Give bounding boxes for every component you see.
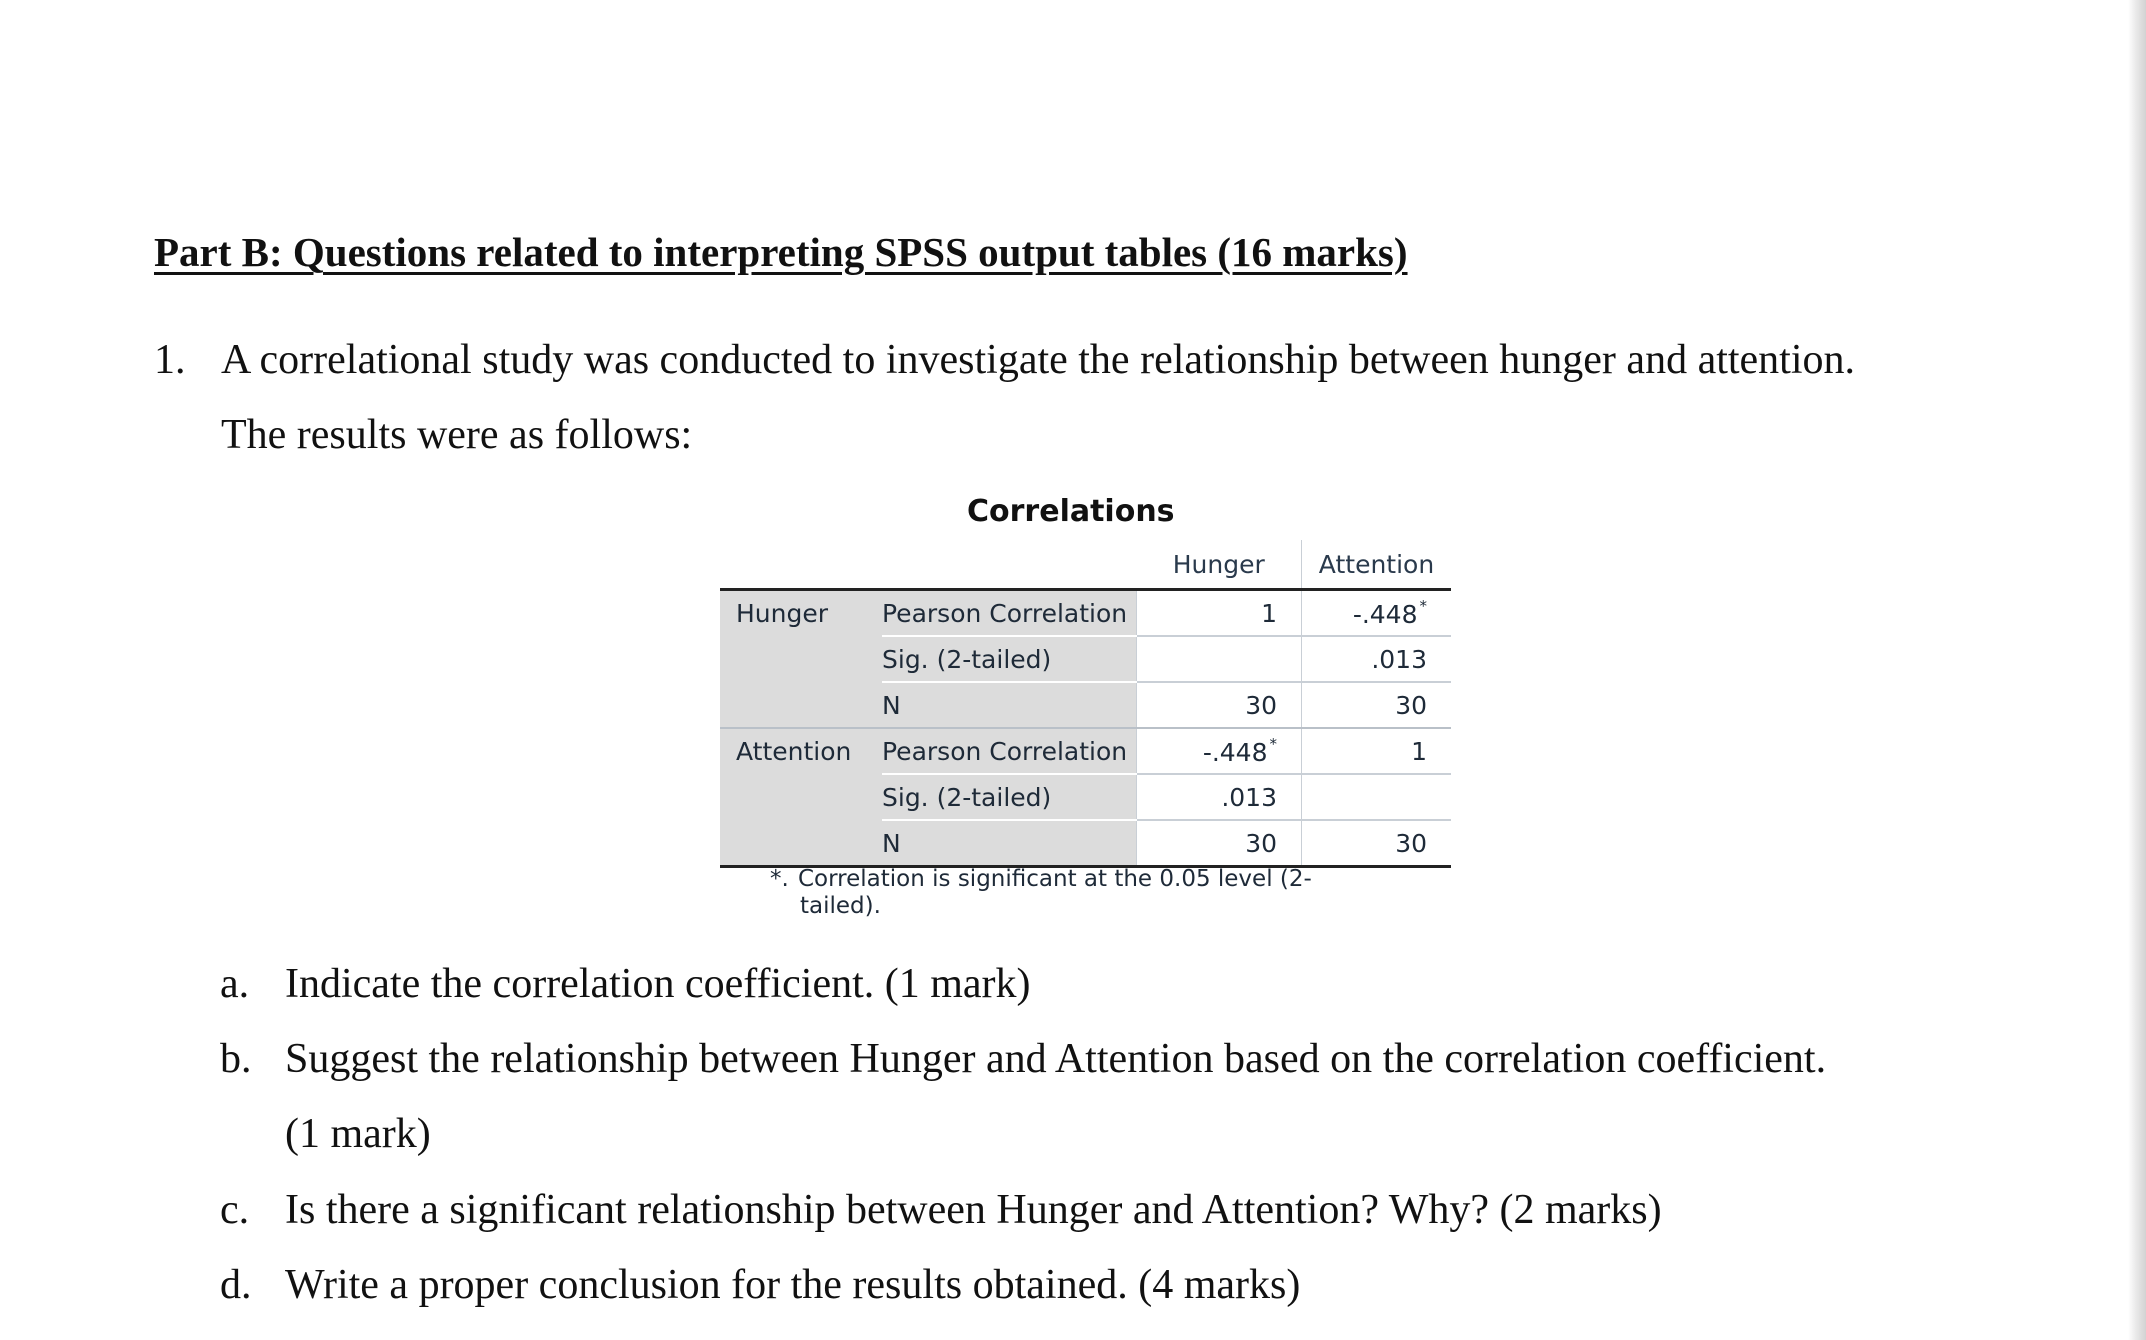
column-header-hunger: Hunger [1172, 549, 1265, 579]
footnote-marker: *. [770, 866, 789, 892]
subquestion-text-b-cont: (1 mark) [285, 1111, 431, 1157]
significance-marker: * [1269, 735, 1277, 753]
footnote-line1: Correlation is significant at the 0.05 level (2- [798, 866, 1312, 892]
cell-value: 1 [1137, 590, 1302, 637]
subquestion-letter-c: c. [220, 1187, 250, 1233]
table-row [720, 682, 1451, 728]
question-text-line1: A correlational study was conducted to investigate the relationship between hunger and attention. [221, 337, 1856, 383]
stat-label: Sig. (2-tailed) [882, 774, 1137, 820]
subquestion-text-c: Is there a significant relationship between Hunger and Attention? Why? (2 marks) [285, 1187, 1662, 1233]
cell-value [1302, 774, 1452, 820]
subquestion-letter-d: d. [220, 1262, 252, 1308]
cell-value: -.448 * [1302, 590, 1452, 637]
table-footnote [770, 866, 1330, 920]
stat-label: Pearson Correlation [882, 590, 1137, 637]
cell-value: 1 [1302, 728, 1452, 774]
cell-value: 30 [1137, 682, 1302, 728]
table-row [720, 636, 1451, 682]
section-heading: Part B: Questions related to interpreting SPSS output tables (16 marks) [154, 229, 1408, 275]
page-edge-shadow [2128, 0, 2146, 1340]
stat-label: N [882, 682, 1137, 728]
question-number: 1. [154, 337, 186, 383]
row-group-label: Hunger [720, 590, 882, 637]
significance-marker: * [1419, 597, 1427, 615]
subquestion-letter-a: a. [220, 961, 250, 1007]
cell-value: 30 [1302, 682, 1452, 728]
cell-value: -.448 * [1137, 728, 1302, 774]
cell-value: .013 [1302, 636, 1452, 682]
cell-value [1137, 636, 1302, 682]
cell-value: .013 [1137, 774, 1302, 820]
stat-label: Pearson Correlation [882, 728, 1137, 774]
row-group-label: Attention [720, 728, 882, 774]
table-title: Correlations [967, 494, 1175, 529]
table-row [720, 774, 1451, 820]
subquestion-letter-b: b. [220, 1036, 252, 1082]
subquestion-text-b: Suggest the relationship between Hunger and Attention based on the correlation coefficient. [285, 1036, 1827, 1082]
table-header-row [720, 540, 1451, 590]
table-row [720, 590, 1451, 637]
subquestion-text-a: Indicate the correlation coefficient. (1 mark) [285, 961, 1031, 1007]
correlations-table [720, 540, 1451, 868]
footnote-line2: tailed). [800, 893, 881, 919]
cell-value: 30 [1137, 820, 1302, 867]
stat-label: N [882, 820, 1137, 867]
question-text-line2: The results were as follows: [221, 412, 693, 458]
column-header-attention: Attention [1302, 540, 1452, 590]
cell-value: 30 [1302, 820, 1452, 867]
subquestion-text-d: Write a proper conclusion for the results obtained. (4 marks) [285, 1262, 1301, 1308]
table-row [720, 820, 1451, 867]
stat-label: Sig. (2-tailed) [882, 636, 1137, 682]
table-row [720, 728, 1451, 774]
